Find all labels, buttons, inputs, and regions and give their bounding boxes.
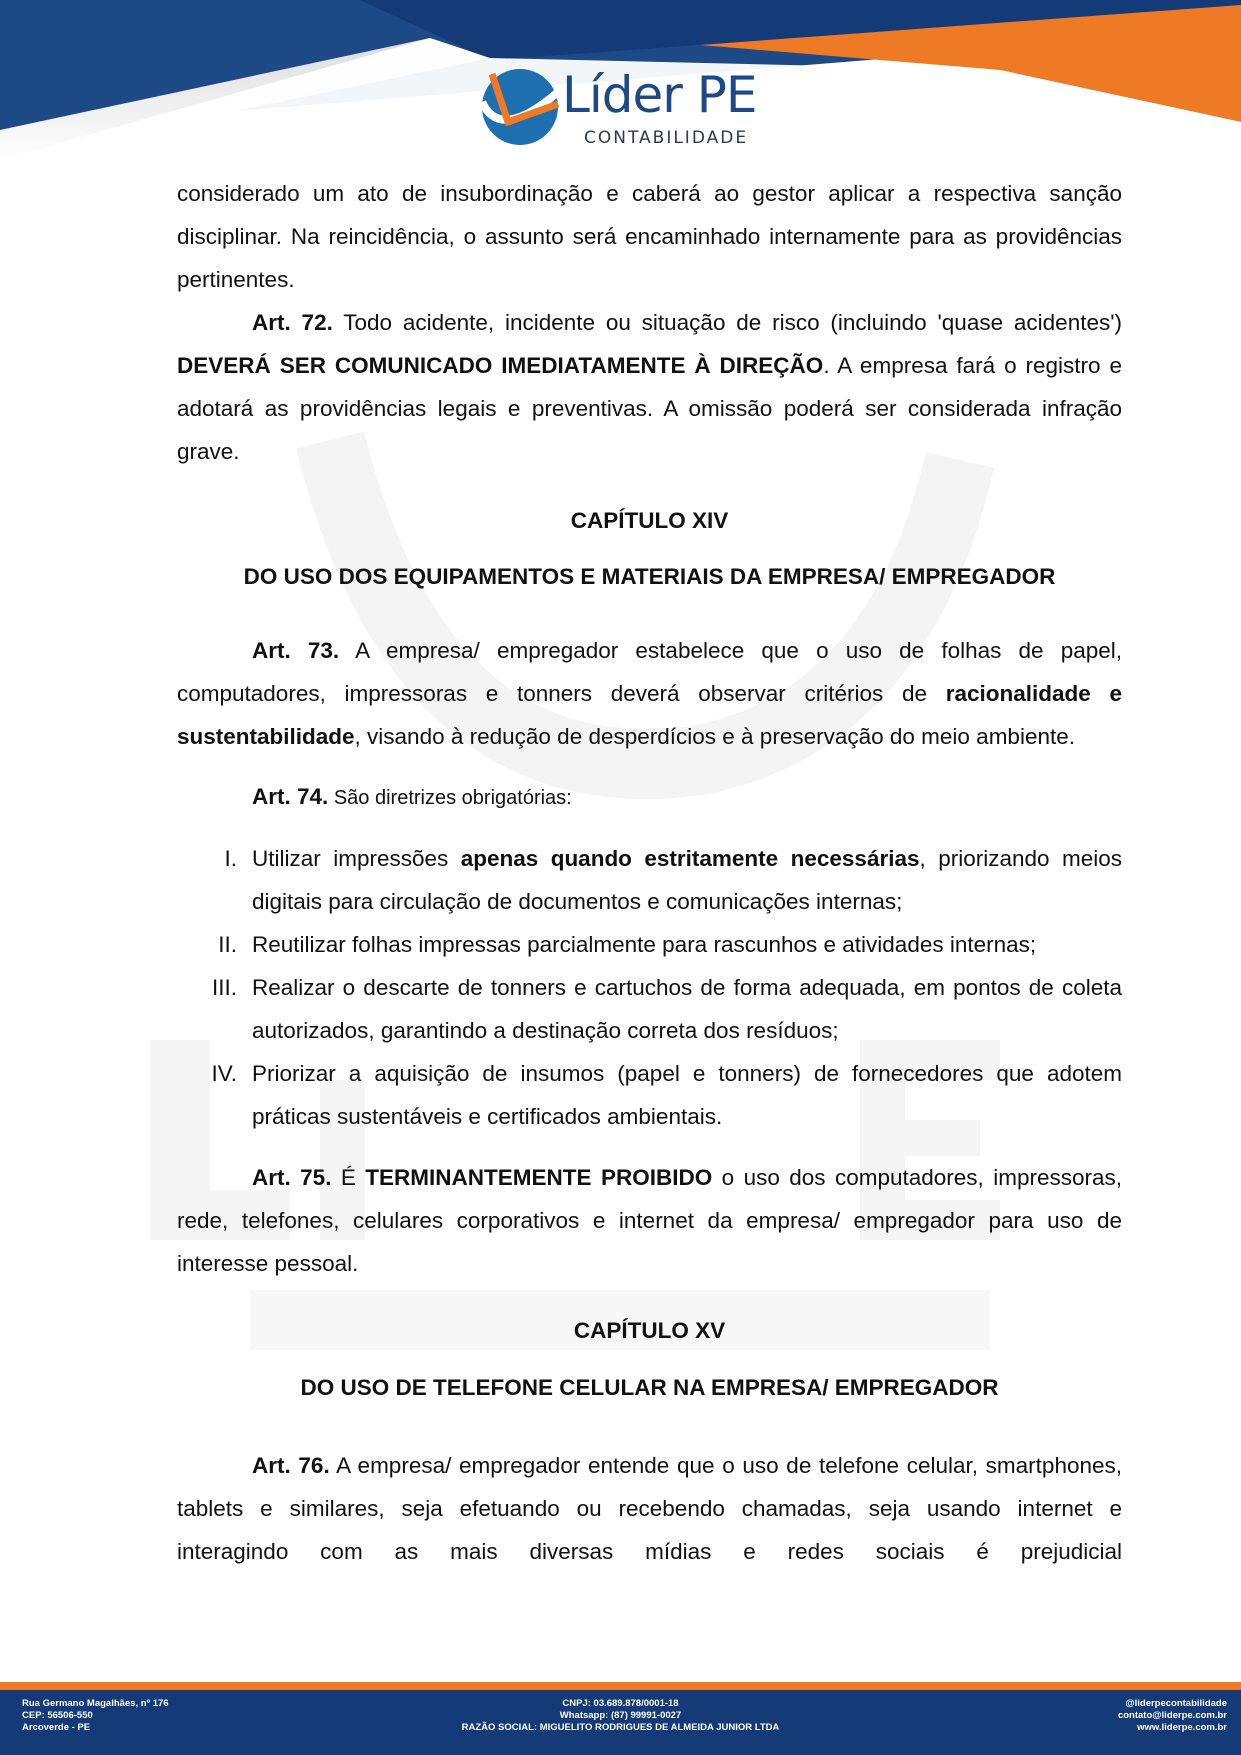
list-item <box>177 966 1122 1052</box>
text: É <box>331 1165 366 1190</box>
list-item <box>177 837 1122 923</box>
article-label: Art. 72. <box>252 310 333 335</box>
list-text <box>252 837 1122 923</box>
bold-text: racionalidade e sustentabilidade <box>177 681 1122 749</box>
footer-address <box>22 1698 322 1734</box>
footer-line: RAZÃO SOCIAL: MIGUELITO RODRIGUES DE ALMEIDA JUNIOR LTDA <box>461 1722 780 1733</box>
footer-line: Rua Germano Magalhães, nº 176 <box>22 1698 169 1709</box>
article-74 <box>177 775 1122 820</box>
footer-divider <box>0 1682 1241 1690</box>
guidelines-list <box>177 837 1122 1138</box>
text: , priorizando meios digitais para circulação de documentos e comunicações internas; <box>252 846 1122 914</box>
article-label: Art. 74. <box>252 784 329 809</box>
footer-line: www.liderpe.com.br <box>1137 1722 1227 1733</box>
list-text: Reutilizar folhas impressas parcialmente para rascunhos e atividades internas; <box>252 932 1037 957</box>
article-label: Art. 76. <box>252 1453 330 1478</box>
chapter-subtitle: DO USO DE TELEFONE CELULAR NA EMPRESA/ EMPREGADOR <box>300 1375 999 1400</box>
text: São diretrizes obrigatórias: <box>328 787 572 809</box>
list-item <box>177 1052 1122 1138</box>
article-72 <box>177 301 1122 473</box>
text: Todo acidente, incidente ou situação de risco (incluindo 'quase acidentes') <box>332 310 1123 335</box>
footer-line: contato@liderpe.com.br <box>1117 1710 1227 1721</box>
company-logo <box>470 62 790 152</box>
footer-line: @liderpecontabilidade <box>1125 1698 1227 1709</box>
list-text: Realizar o descarte de tonners e cartuchos de forma adequada, em pontos de coleta autorizados, garantindo a destinação correta dos resíduos; <box>252 975 1122 1043</box>
document-body <box>177 172 1122 1573</box>
list-numeral: IV. <box>211 1061 237 1086</box>
bold-text: DEVERÁ SER COMUNICADO IMEDIATAMENTE À DIREÇÃO <box>177 353 824 378</box>
list-text: Priorizar a aquisição de insumos (papel e tonners) de fornecedores que adotem práticas sustentáveis e certificados ambientais. <box>252 1061 1122 1129</box>
article-label: Art. 73. <box>252 638 340 663</box>
list-numeral: I. <box>224 846 237 871</box>
article-75 <box>177 1156 1122 1285</box>
logo-emblem-icon <box>470 62 562 152</box>
article-73 <box>177 629 1122 758</box>
footer-line: CNPJ: 03.689.878/0001-18 <box>562 1698 679 1709</box>
text: , visando à redução de desperdícios e à preservação do meio ambiente. <box>354 724 1075 749</box>
chapter-title: CAPÍTULO XIV <box>570 508 729 533</box>
article-label: Art. 75. <box>252 1165 332 1190</box>
list-numeral: III. <box>211 975 237 1000</box>
article-76 <box>177 1444 1122 1573</box>
footer-line: Whatsapp: (87) 99991-0027 <box>559 1710 682 1721</box>
page-footer <box>0 1690 1241 1755</box>
page-header <box>0 0 1241 170</box>
logo-subtitle: CONTABILIDADE <box>584 128 749 148</box>
text: o uso dos computadores, impressoras, rede, telefones, celulares corporativos e internet da empresa/ empregador para uso de interesse pessoal. <box>177 1165 1122 1276</box>
logo-text: Líder PE <box>562 66 757 124</box>
text: Utilizar impressões <box>252 846 461 871</box>
footer-contacts <box>927 1698 1227 1734</box>
footer-company-info <box>400 1698 841 1734</box>
bold-text: apenas quando estritamente necessárias <box>460 846 920 871</box>
chapter-title: CAPÍTULO XV <box>573 1318 726 1343</box>
chapter-subtitle: DO USO DOS EQUIPAMENTOS E MATERIAIS DA EMPRESA/ EMPREGADOR <box>243 564 1056 589</box>
text: . A empresa fará o registro e adotará as providências legais e preventivas. A omissão poderá ser considerada infração grave. <box>177 353 1122 464</box>
footer-line: Arcoverde - PE <box>22 1722 91 1733</box>
text: A empresa/ empregador entende que o uso de telefone celular, smartphones, tablets e similares, seja efetuando ou recebendo chamadas, seja usando internet e interagindo com as mais diversas mídias e redes sociais é prejudicial <box>177 1453 1122 1564</box>
list-numeral: II. <box>218 932 237 957</box>
list-item <box>177 923 1122 966</box>
footer-line: CEP: 56506-550 <box>22 1710 93 1721</box>
paragraph-continuation: considerado um ato de insubordinação e caberá ao gestor aplicar a respectiva sanção disciplinar. Na reincidência, o assunto será encaminhado internamente para as providências pertinentes. <box>177 181 1122 292</box>
bold-text: TERMINANTEMENTE PROIBIDO <box>365 1165 713 1190</box>
text: A empresa/ empregador estabelece que o uso de folhas de papel, computadores, impressoras e tonners deverá observar critérios de <box>177 638 1123 706</box>
